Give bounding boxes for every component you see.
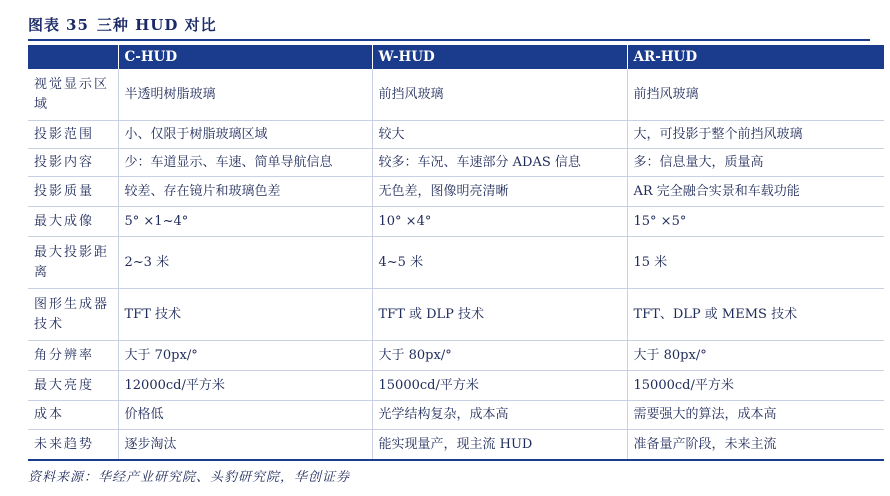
table-row [28,149,884,177]
row-label: 最大亮度 [28,371,118,401]
table-cell: TFT、DLP 或 MEMS 技术 [627,289,884,341]
table-cell: 大，可投影于整个前挡风玻璃 [627,121,884,149]
table-cell: 小、仅限于树脂玻璃区域 [118,121,372,149]
row-label: 角分辨率 [28,341,118,371]
figure-label: 图表 [28,16,61,34]
row-label: 视觉显示区域 [28,69,118,121]
table-row [28,341,884,371]
table-cell: 12000cd/平方米 [118,371,372,401]
figure-title-text: 三种 HUD 对比 [96,16,217,34]
table-cell: 逐步淘汰 [118,430,372,461]
table-cell: 2~3 米 [118,237,372,289]
table-cell: TFT 或 DLP 技术 [372,289,627,341]
row-label: 投影范围 [28,121,118,149]
table-cell: 15000cd/平方米 [372,371,627,401]
table-row [28,289,884,341]
table-cell: 大于 80px/° [372,341,627,371]
table-cell: 前挡风玻璃 [372,69,627,121]
row-label: 投影质量 [28,177,118,207]
title-rule [28,39,870,41]
figure-title [28,12,217,38]
row-label: 最大投影距离 [28,237,118,289]
table-cell: 5° ×1~4° [118,207,372,237]
table-cell: 15 米 [627,237,884,289]
table-cell: 较大 [372,121,627,149]
header-cell-c-hud: C-HUD [118,45,372,69]
row-label: 成本 [28,401,118,430]
table-row [28,207,884,237]
table-cell: 准备量产阶段，未来主流 [627,430,884,461]
table-cell: 半透明树脂玻璃 [118,69,372,121]
table-row [28,430,884,461]
row-label: 最大成像 [28,207,118,237]
table-header-row [28,45,884,69]
row-label: 投影内容 [28,149,118,177]
table-cell: 需要强大的算法，成本高 [627,401,884,430]
header-cell-ar-hud: AR-HUD [627,45,884,69]
header-cell-empty [28,45,118,69]
table-row [28,401,884,430]
table-cell: 较差、存在镜片和玻璃色差 [118,177,372,207]
table-cell: 价格低 [118,401,372,430]
table-cell: 少：车道显示、车速、简单导航信息 [118,149,372,177]
table-cell: 15° ×5° [627,207,884,237]
table-row [28,177,884,207]
table-row [28,69,884,121]
row-label: 图形生成器技术 [28,289,118,341]
table-cell: 大于 70px/° [118,341,372,371]
source-note: 资料来源：华经产业研究院、头豹研究院，华创证券 [28,470,351,485]
table-cell: 能实现量产，现主流 HUD [372,430,627,461]
table-row [28,237,884,289]
table-cell: 4~5 米 [372,237,627,289]
figure-number: 35 [66,16,89,34]
header-cell-w-hud: W-HUD [372,45,627,69]
table-cell: TFT 技术 [118,289,372,341]
table-cell: 多：信息量大，质量高 [627,149,884,177]
table-cell: 大于 80px/° [627,341,884,371]
table-cell: 前挡风玻璃 [627,69,884,121]
table-cell: 较多：车况、车速部分 ADAS 信息 [372,149,627,177]
table-row [28,371,884,401]
table-row [28,121,884,149]
table-cell: AR 完全融合实景和车载功能 [627,177,884,207]
row-label: 未来趋势 [28,430,118,461]
table-cell: 无色差，图像明亮清晰 [372,177,627,207]
hud-comparison-table [28,45,884,461]
table-cell: 15000cd/平方米 [627,371,884,401]
table-cell: 10° ×4° [372,207,627,237]
table-cell: 光学结构复杂，成本高 [372,401,627,430]
